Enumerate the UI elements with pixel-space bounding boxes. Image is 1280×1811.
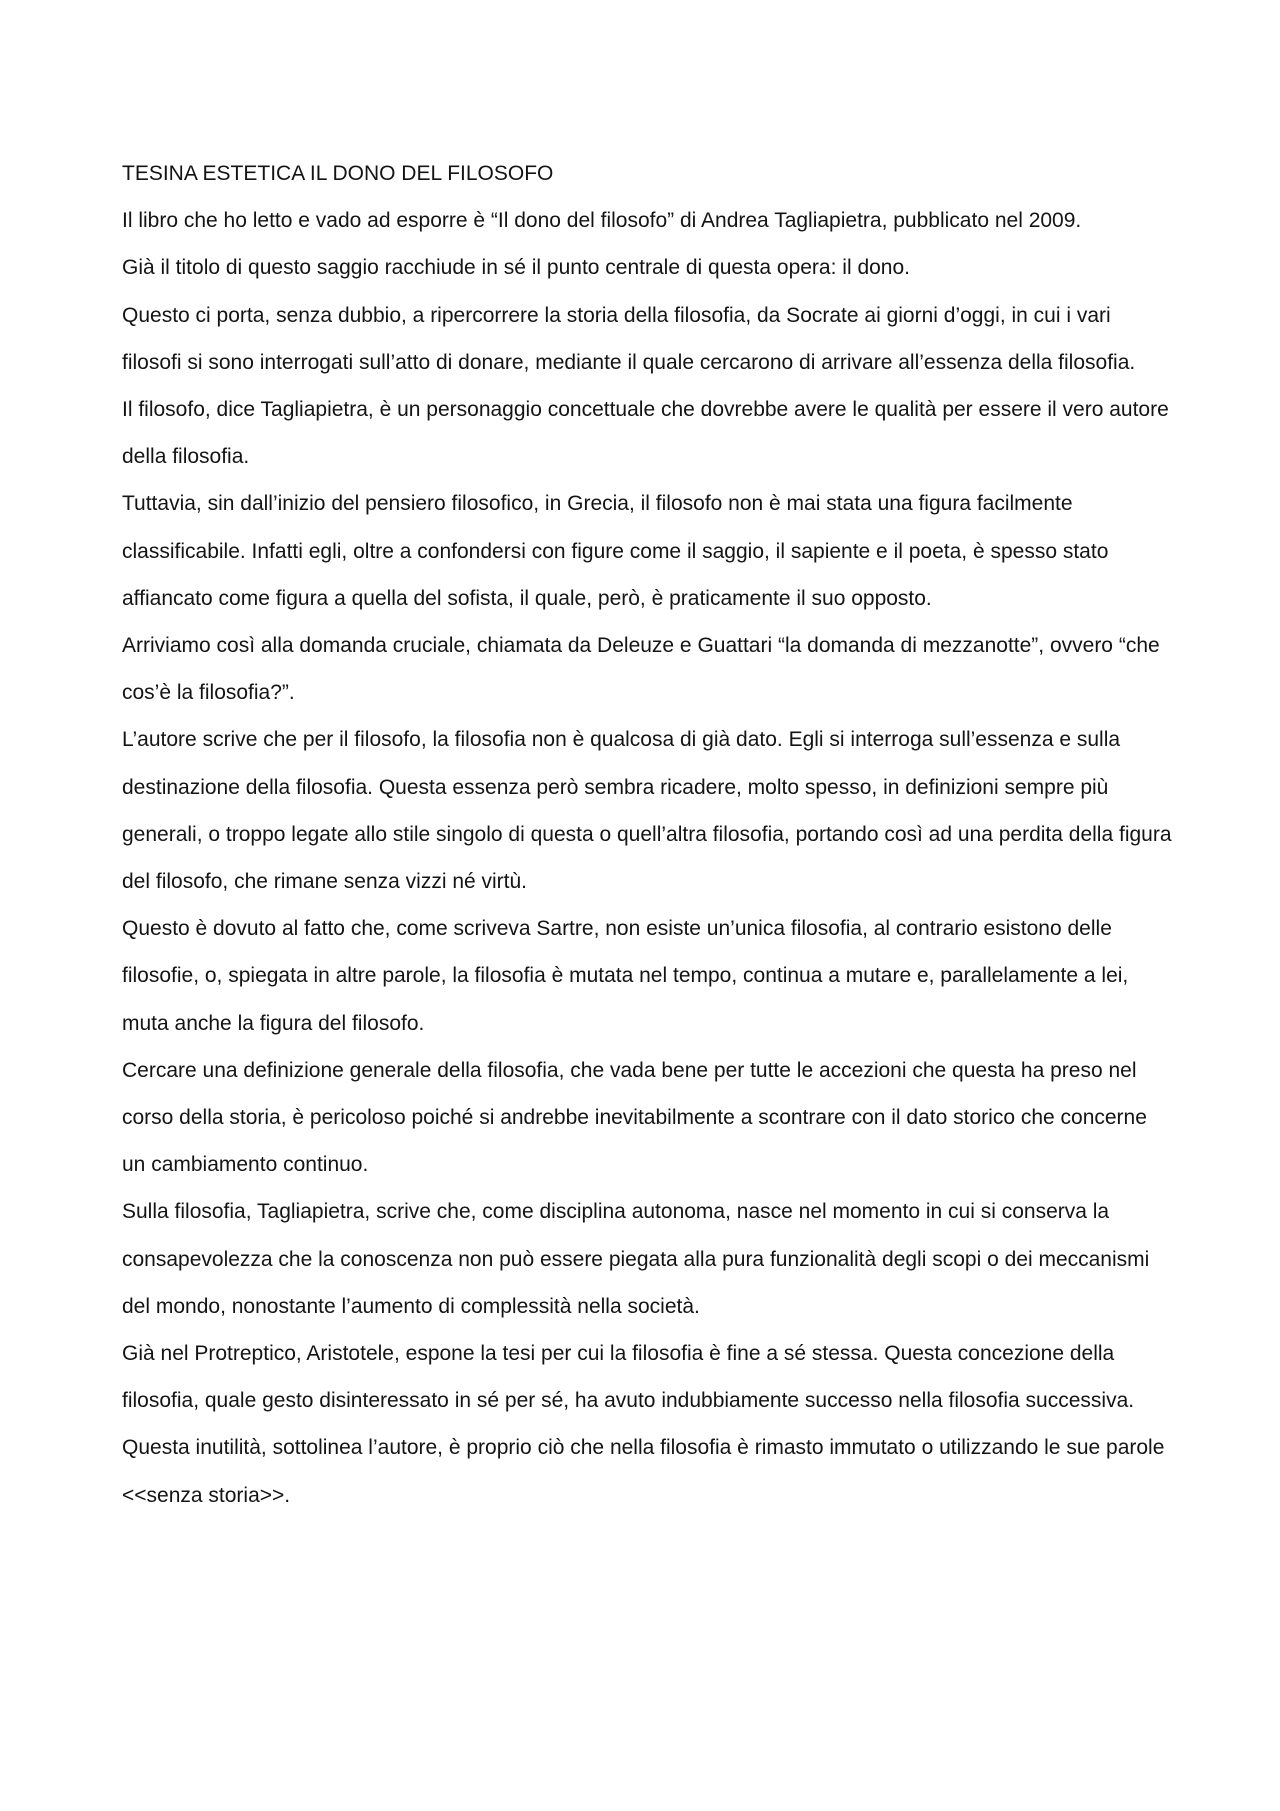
paragraph: Tuttavia, sin dall’inizio del pensiero filosofico, in Grecia, il filosofo non è mai stata una figura facilmente classificabile. Infatti egli, oltre a confondersi con figure come il saggio, il sapiente e il poeta, è spesso stato affiancato come figura a quella del sofista, il quale, però, è praticamente il suo opposto. xyxy=(122,492,1109,610)
paragraph: Già nel Protreptico, Aristotele, espone la tesi per cui la filosofia è fine a sé stessa. Questa concezione della filosofia, quale gesto disinteressato in sé per sé, ha avuto indubbiamente successo nella filosofia successiva. Questa inutilità, sottolinea l’autore, è proprio ciò che nella filosofia è rimasto immutato o utilizzando le sue parole <<senza storia>>. xyxy=(122,1342,1165,1507)
paragraph: Sulla filosofia, Tagliapietra, scrive che, come disciplina autonoma, nasce nel momento in cui si conserva la consapevolezza che la conoscenza non può essere piegata alla pura funzionalità degli scopi o dei meccanismi del mondo, nonostante l’aumento di complessità nella società. xyxy=(122,1200,1150,1318)
paragraph: Cercare una definizione generale della filosofia, che vada bene per tutte le accezioni che questa ha preso nel corso della storia, è pericoloso poiché si andrebbe inevitabilmente a scontrare con il dato storico che concerne un cambiamento continuo. xyxy=(122,1058,1147,1177)
paragraph: Già il titolo di questo saggio racchiude in sé il punto centrale di questa opera: il dono. xyxy=(122,256,910,280)
document-body xyxy=(122,150,1172,1519)
paragraph: Questo è dovuto al fatto che, come scriveva Sartre, non esiste un’unica filosofia, al contrario esistono delle filosofie, o, spiegata in altre parole, la filosofia è mutata nel tempo, continua a mutare e, parallelamente a lei, muta anche la figura del filosofo. xyxy=(122,917,1129,1035)
paragraph: Questo ci porta, senza dubbio, a ripercorrere la storia della filosofia, da Socrate ai giorni d’oggi, in cui i vari filosofi si sono interrogati sull’atto di donare, mediante il quale cercarono di arrivare all’essenza della filosofia. xyxy=(122,303,1136,374)
paragraph: Il libro che ho letto e vado ad esporre è “Il dono del filosofo” di Andrea Tagliapietra, pubblicato nel 2009. xyxy=(122,209,1082,233)
document-title: TESINA ESTETICA IL DONO DEL FILOSOFO xyxy=(122,162,554,185)
paragraph: Arriviamo così alla domanda cruciale, chiamata da Deleuze e Guattari “la domanda di mezzanotte”, ovvero “che cos’è la filosofia?”. xyxy=(122,634,1160,705)
paragraph: Il filosofo, dice Tagliapietra, è un personaggio concettuale che dovrebbe avere le qualità per essere il vero autore della filosofia. xyxy=(122,398,1169,469)
paragraph: L’autore scrive che per il filosofo, la filosofia non è qualcosa di già dato. Egli si interroga sull’essenza e sulla destinazione della filosofia. Questa essenza però sembra ricadere, molto spesso, in definizioni sempre più generali, o troppo legate allo stile singolo di questa o quell’altra filosofia, portando così ad una perdita della figura del filosofo, che rimane senza vizzi né virtù. xyxy=(122,728,1172,894)
